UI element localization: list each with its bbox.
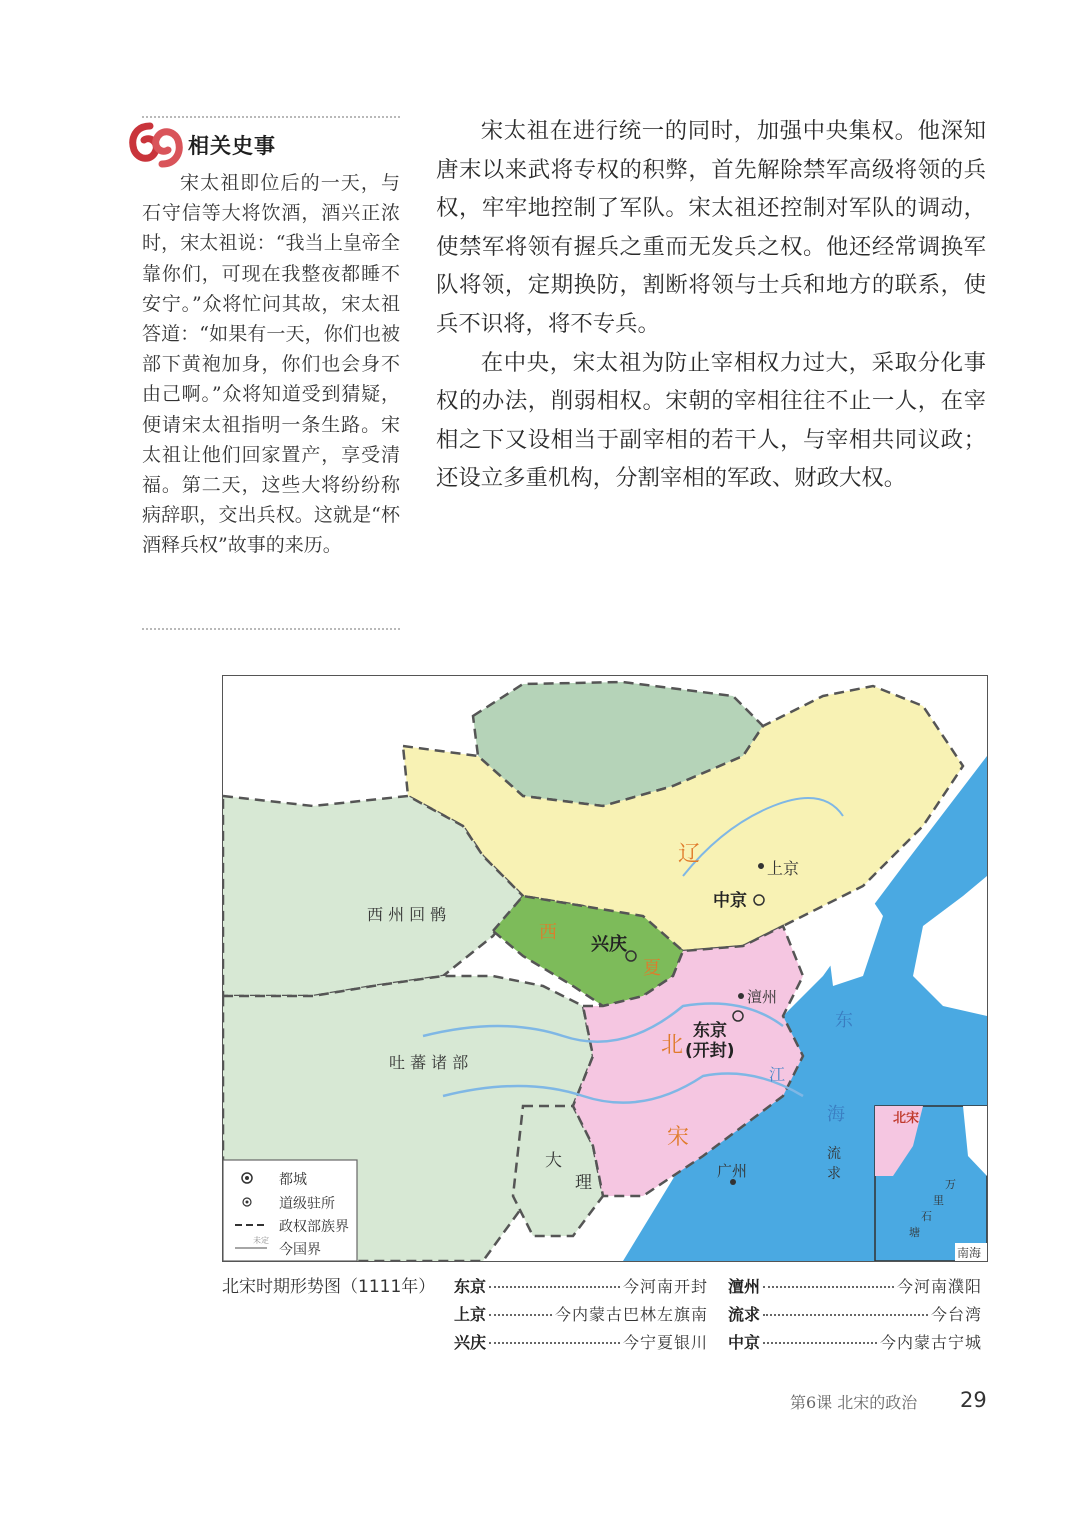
- label-liao: 辽: [678, 842, 701, 867]
- label-east-sea: 东: [835, 1010, 853, 1031]
- gloss-modern: 今河南开封: [622, 1277, 708, 1296]
- gloss-modern: 今宁夏银川: [622, 1333, 708, 1352]
- gloss-modern: 今内蒙古巴林左旗南: [554, 1305, 708, 1324]
- circuit-symbol-dot: [246, 1201, 249, 1204]
- gloss-dots: [763, 1286, 894, 1288]
- northern-song-map: [222, 675, 988, 1262]
- legend-capital-label: 都城: [279, 1172, 307, 1188]
- gloss-place: 上京: [454, 1305, 487, 1324]
- gloss-modern: 今河南濮阳: [896, 1277, 982, 1296]
- related-history-logo-icon: [128, 120, 184, 170]
- legend-boundary-label: 政权部族界: [279, 1219, 349, 1235]
- gloss-modern: 今台湾: [930, 1305, 982, 1324]
- inset-south-sea-label: 南海: [957, 1246, 982, 1260]
- place-gloss-row: [728, 1274, 982, 1297]
- label-guangzhou: 广州: [717, 1162, 748, 1180]
- gloss-dots: [763, 1342, 877, 1344]
- gloss-place: 流求: [728, 1305, 761, 1324]
- gloss-dots: [489, 1286, 620, 1288]
- gloss-place: 兴庆: [454, 1333, 487, 1352]
- legend-national-label: 今国界: [279, 1242, 321, 1258]
- gloss-dots: [489, 1314, 552, 1316]
- label-dongjing: 东京: [693, 1021, 727, 1041]
- main-body: [436, 112, 986, 498]
- place-gloss-row: [728, 1330, 982, 1353]
- label-river-jiang: 江: [769, 1065, 786, 1084]
- sidebar-bottom-divider: [142, 628, 400, 630]
- sidebar-story: [142, 168, 400, 561]
- inset-label-2: 里: [933, 1194, 944, 1207]
- label-sea-hai: 海: [827, 1104, 845, 1125]
- inset-label-1: 万: [945, 1178, 956, 1191]
- shangjing-marker: [758, 863, 764, 869]
- sidebar-paragraph: 宋太祖即位后的一天，与石守信等大将饮酒，酒兴正浓时，宋太祖说：“我当上皇帝全靠你们，可现在我整夜都睡不安宁。”众将忙问其故，宋太祖答道：“如果有一天，你们也被部下黄袍加身，你们也会身不由己啊。”众将知道受到猜疑，便请宋太祖指明一条生路。宋太祖让他们回家置产，享受清福。第二天，这些大将纷纷称病辞职，交出兵权。这就是“杯酒释兵权”故事的来历。: [142, 172, 400, 557]
- label-xizhou-uyghur: 西 州 回 鹘: [367, 905, 447, 924]
- label-chanzhou: 澶州: [747, 988, 778, 1006]
- label-kaifeng: (开封): [685, 1041, 735, 1061]
- label-dali-1: 大: [545, 1151, 562, 1171]
- chanzhou-marker: [738, 993, 744, 999]
- label-xingqing: 兴庆: [591, 934, 627, 955]
- place-gloss-row: [454, 1302, 708, 1325]
- legend-undetermined-mark: 未定: [253, 1236, 269, 1245]
- capital-symbol-dot: [245, 1176, 249, 1180]
- place-gloss-row: [454, 1274, 708, 1297]
- gloss-place: 中京: [728, 1333, 761, 1352]
- label-zhongjing: 中京: [713, 891, 747, 911]
- label-liuqiu-1: 流: [827, 1146, 841, 1162]
- gloss-dots: [763, 1314, 928, 1316]
- gloss-modern: 今内蒙古宁城: [879, 1333, 982, 1352]
- map-canvas: [223, 676, 987, 1261]
- legend-circuit-label: 道级驻所: [279, 1196, 335, 1212]
- sidebar-header: [128, 120, 276, 170]
- label-dali-2: 理: [575, 1173, 592, 1193]
- label-xi: 西: [539, 922, 557, 943]
- label-xia: 夏: [643, 958, 661, 979]
- place-gloss-row: [728, 1302, 982, 1325]
- place-gloss-row: [454, 1330, 708, 1353]
- main-paragraph-2: 在中央，宋太祖为防止宰相权力过大，采取分化事权的办法，削弱相权。宋朝的宰相往往不止一人，在宰相之下又设相当于副宰相的若干人，与宰相共同议政；还设立多重机构，分割宰相的军政、财政大权。: [436, 349, 986, 492]
- page-number: 29: [960, 1388, 987, 1412]
- gloss-dots: [489, 1342, 620, 1344]
- gloss-place: 东京: [454, 1277, 487, 1296]
- sidebar-title: 相关史事: [188, 134, 276, 158]
- label-song: 宋: [667, 1125, 690, 1150]
- inset-title: 北宋: [893, 1111, 920, 1126]
- main-paragraph-1: 宋太祖在进行统一的同时，加强中央集权。他深知唐末以来武将专权的积弊，首先解除禁军高级将领的兵权，牢牢地控制了军队。宋太祖还控制对军队的调动，使禁军将领有握兵之重而无发兵之权。他还经常调换军队将领，定期换防，割断将领与士兵和地方的联系，使兵不识将，将不专兵。: [436, 118, 986, 337]
- label-liuqiu-2: 求: [827, 1166, 841, 1182]
- inset-label-3: 石: [921, 1210, 932, 1223]
- label-shangjing: 上京: [767, 859, 800, 878]
- label-tufan: 吐 蕃 诸 部: [389, 1053, 469, 1072]
- inset-label-4: 塘: [909, 1226, 920, 1239]
- label-bei: 北: [661, 1033, 684, 1058]
- footer-lesson-title: 第6课 北宋的政治: [790, 1393, 918, 1412]
- gloss-place: 澶州: [728, 1277, 761, 1296]
- map-caption: 北宋时期形势图（1111年）: [222, 1277, 436, 1297]
- sidebar-top-divider: [142, 116, 400, 118]
